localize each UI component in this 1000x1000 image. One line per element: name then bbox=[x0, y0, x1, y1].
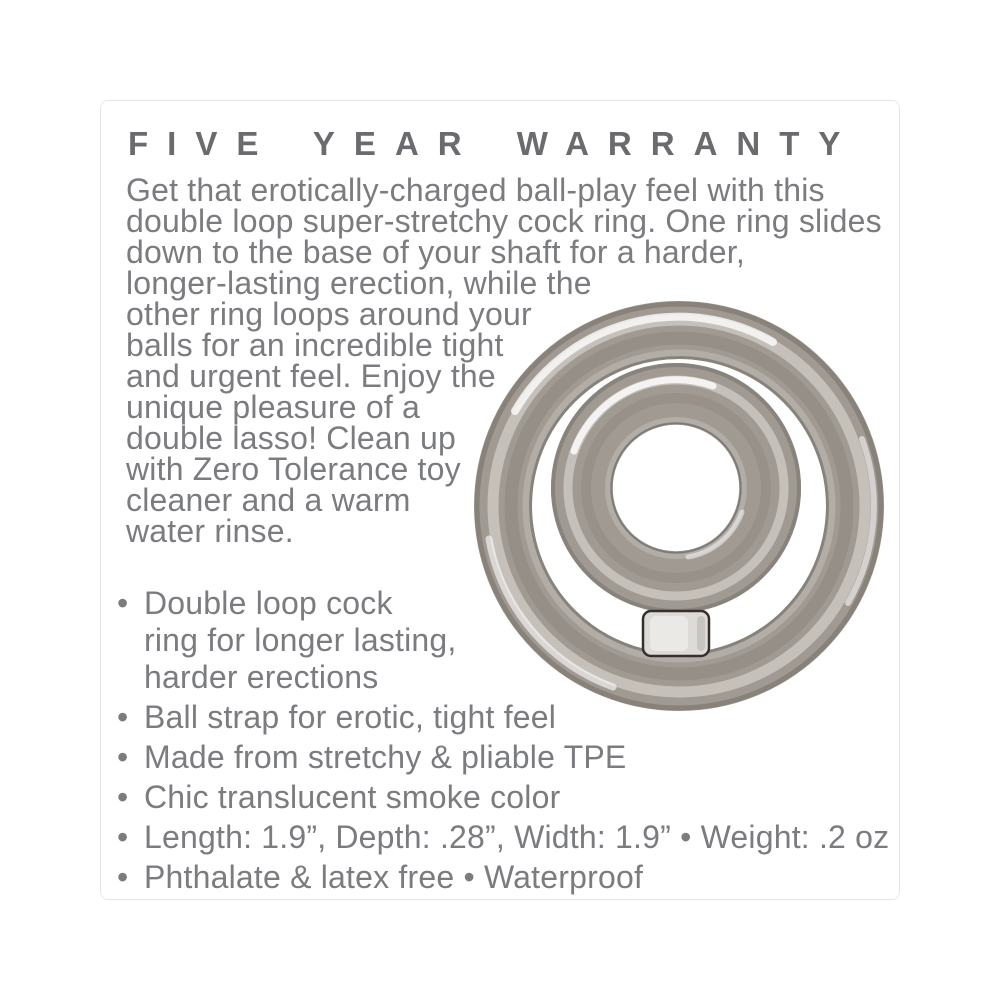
feature-line: ring for longer lasting, bbox=[144, 622, 457, 658]
description-line: longer-lasting erection, while the bbox=[126, 265, 592, 301]
description-line: with Zero Tolerance toy bbox=[126, 451, 461, 487]
feature-item bbox=[117, 699, 889, 736]
feature-item bbox=[117, 819, 889, 856]
description-line: and urgent feel. Enjoy the bbox=[126, 358, 496, 394]
bullet-dot: • bbox=[117, 739, 129, 775]
description-line: other ring loops around your bbox=[126, 296, 532, 332]
product-info-card bbox=[100, 100, 900, 900]
inner-ring bbox=[553, 365, 799, 611]
bullet-dot: • bbox=[117, 585, 129, 621]
description-line: unique pleasure of a bbox=[126, 389, 420, 425]
feature-item bbox=[117, 779, 889, 816]
feature-item bbox=[117, 585, 889, 696]
feature-line: Made from stretchy & pliable TPE bbox=[144, 739, 627, 775]
description-line: water rinse. bbox=[126, 513, 294, 549]
feature-item bbox=[117, 859, 889, 896]
feature-item bbox=[117, 739, 889, 776]
description-line: double lasso! Clean up bbox=[126, 420, 456, 456]
feature-list bbox=[117, 585, 889, 899]
feature-line: Length: 1.9”, Depth: .28”, Width: 1.9” • Weight: .2 oz bbox=[144, 819, 890, 855]
bullet-dot: • bbox=[117, 779, 129, 815]
bullet-dot: • bbox=[117, 699, 129, 735]
description-line: cleaner and a warm bbox=[126, 482, 411, 518]
warranty-title: FIVE YEAR WARRANTY bbox=[128, 125, 860, 162]
feature-line: Double loop cock bbox=[144, 585, 393, 621]
feature-line: Chic translucent smoke color bbox=[144, 779, 561, 815]
description-line: down to the base of your shaft for a harder, bbox=[126, 234, 745, 270]
description-line: double loop super-stretchy cock ring. One ring slides bbox=[126, 203, 882, 239]
feature-line: harder erections bbox=[144, 659, 379, 695]
bullet-dot: • bbox=[117, 859, 129, 895]
bullet-dot: • bbox=[117, 819, 129, 855]
feature-line: Phthalate & latex free • Waterproof bbox=[144, 859, 644, 895]
feature-line: Ball strap for erotic, tight feel bbox=[144, 699, 557, 735]
description-line: balls for an incredible tight bbox=[126, 327, 504, 363]
description-line: Get that erotically-charged ball-play feel with this bbox=[126, 172, 825, 208]
